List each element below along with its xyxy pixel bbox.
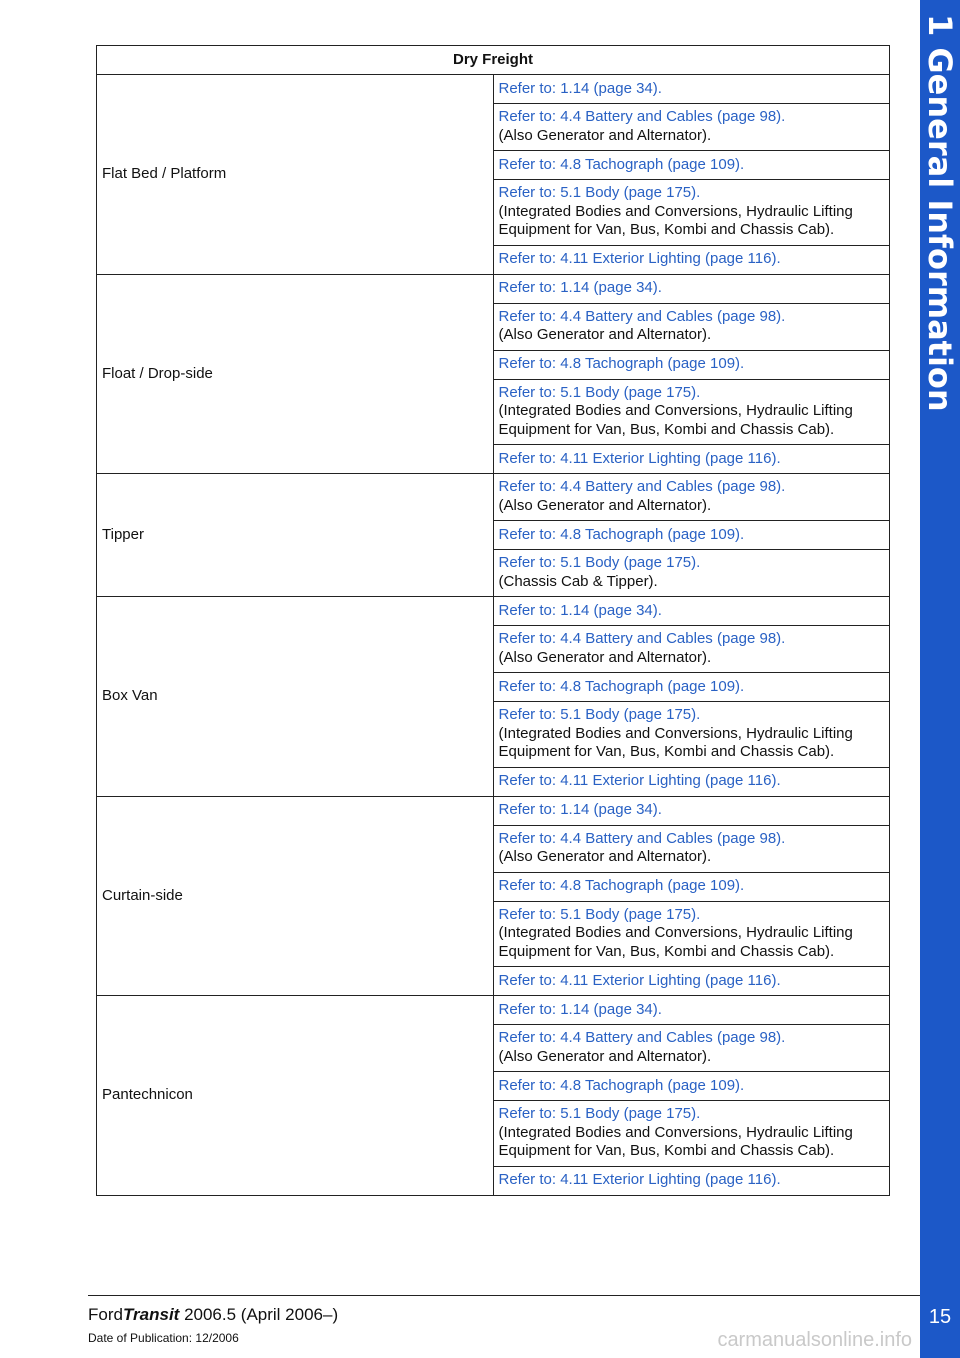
- reference-cell: [493, 626, 890, 673]
- reference-link[interactable]: Refer to: 5.1 Body (page 175).: [498, 184, 701, 201]
- table-row: [97, 274, 890, 303]
- reference-link[interactable]: Refer to: 5.1 Body (page 175).: [498, 706, 701, 723]
- vehicle-type-cell: Tipper: [97, 474, 494, 597]
- reference-cell: [493, 350, 890, 379]
- table-row: [97, 796, 890, 825]
- reference-link[interactable]: Refer to: 4.4 Battery and Cables (page 98).: [498, 307, 786, 325]
- footer-model: Transit: [122, 1305, 180, 1324]
- reference-note: (Also Generator and Alternator).: [498, 126, 712, 144]
- chapter-sidebar: [920, 0, 960, 1358]
- reference-cell: [493, 1101, 890, 1167]
- reference-cell: [493, 796, 890, 825]
- reference-link[interactable]: Refer to: 5.1 Body (page 175).: [498, 1105, 701, 1122]
- reference-link[interactable]: Refer to: 5.1 Body (page 175).: [498, 554, 701, 571]
- vehicle-type-cell: Float / Drop-side: [97, 274, 494, 474]
- reference-cell: [493, 767, 890, 796]
- vehicle-type-cell: Pantechnicon: [97, 996, 494, 1196]
- reference-cell: [493, 597, 890, 626]
- reference-cell: [493, 967, 890, 996]
- reference-note: (Also Generator and Alternator).: [498, 848, 712, 865]
- reference-cell: [493, 75, 890, 104]
- reference-cell: [493, 1072, 890, 1101]
- table-row: [97, 597, 890, 626]
- footer-title: [88, 1305, 338, 1325]
- reference-link[interactable]: Refer to: 4.11 Exterior Lighting (page 116).: [498, 971, 781, 989]
- reference-cell: [493, 474, 890, 521]
- reference-link[interactable]: Refer to: 4.4 Battery and Cables (page 98).: [498, 630, 786, 647]
- reference-link[interactable]: Refer to: 4.11 Exterior Lighting (page 116).: [498, 772, 781, 790]
- reference-link[interactable]: Refer to: 4.8 Tachograph (page 109).: [498, 155, 745, 173]
- vehicle-type-cell: Box Van: [97, 597, 494, 797]
- reference-link[interactable]: Refer to: 4.4 Battery and Cables (page 98).: [498, 108, 786, 125]
- reference-note: (Integrated Bodies and Conversions, Hydraulic Lifting Equipment for Van, Bus, Kombi and Chassis Cab).: [498, 924, 853, 960]
- table-row: [97, 996, 890, 1025]
- reference-cell: [493, 445, 890, 474]
- table-row: [97, 75, 890, 104]
- reference-cell: [493, 673, 890, 702]
- table-header-row: [97, 46, 890, 75]
- publication-date: Date of Publication: 12/2006: [88, 1331, 239, 1345]
- reference-note: (Integrated Bodies and Conversions, Hydraulic Lifting Equipment for Van, Bus, Kombi and Chassis Cab).: [498, 1123, 853, 1159]
- reference-note: (Also Generator and Alternator).: [498, 648, 712, 666]
- reference-link[interactable]: Refer to: 4.11 Exterior Lighting (page 116).: [498, 449, 781, 467]
- reference-link[interactable]: Refer to: 1.14 (page 34).: [498, 1000, 662, 1018]
- reference-note: (Chassis Cab & Tipper).: [498, 572, 658, 590]
- reference-link[interactable]: Refer to: 4.4 Battery and Cables (page 98).: [498, 829, 786, 847]
- reference-note: (Also Generator and Alternator).: [498, 1047, 712, 1065]
- reference-link[interactable]: Refer to: 4.11 Exterior Lighting (page 116).: [498, 1171, 781, 1189]
- table-row: [97, 474, 890, 521]
- reference-note: (Integrated Bodies and Conversions, Hydraulic Lifting Equipment for Van, Bus, Kombi and Chassis Cab).: [498, 402, 853, 438]
- reference-link[interactable]: Refer to: 4.8 Tachograph (page 109).: [498, 1076, 745, 1094]
- reference-cell: [493, 996, 890, 1025]
- reference-link[interactable]: Refer to: 4.4 Battery and Cables (page 98).: [498, 1029, 786, 1046]
- vehicle-type-cell: Curtain-side: [97, 796, 494, 996]
- reference-cell: [493, 901, 890, 967]
- reference-cell: [493, 825, 890, 872]
- reference-note: (Also Generator and Alternator).: [498, 496, 712, 514]
- reference-link[interactable]: Refer to: 1.14 (page 34).: [498, 279, 662, 297]
- reference-link[interactable]: Refer to: 4.8 Tachograph (page 109).: [498, 877, 745, 895]
- footer-brand: Ford: [88, 1305, 123, 1324]
- reference-cell: [493, 550, 890, 597]
- reference-cell: [493, 1025, 890, 1072]
- footer-divider: [88, 1295, 920, 1296]
- reference-cell: [493, 702, 890, 768]
- reference-cell: [493, 521, 890, 550]
- reference-cell: [493, 303, 890, 350]
- reference-link[interactable]: Refer to: 5.1 Body (page 175).: [498, 905, 701, 923]
- reference-note: (Also Generator and Alternator).: [498, 326, 712, 343]
- table-header: Dry Freight: [97, 46, 890, 75]
- reference-link[interactable]: Refer to: 4.8 Tachograph (page 109).: [498, 355, 745, 373]
- reference-note: (Integrated Bodies and Conversions, Hydraulic Lifting Equipment for Van, Bus, Kombi and Chassis Cab).: [498, 724, 853, 760]
- reference-cell: [493, 151, 890, 180]
- table-body: [97, 75, 890, 1196]
- chapter-title: 1 General Information: [921, 14, 959, 412]
- reference-link[interactable]: Refer to: 4.8 Tachograph (page 109).: [498, 677, 745, 695]
- reference-link[interactable]: Refer to: 1.14 (page 34).: [498, 79, 662, 97]
- vehicle-type-cell: Flat Bed / Platform: [97, 75, 494, 275]
- dry-freight-table: [96, 45, 890, 1196]
- reference-link[interactable]: Refer to: 1.14 (page 34).: [498, 601, 662, 619]
- reference-cell: [493, 274, 890, 303]
- reference-link[interactable]: Refer to: 1.14 (page 34).: [498, 801, 662, 819]
- reference-cell: [493, 872, 890, 901]
- reference-cell: [493, 1166, 890, 1195]
- reference-cell: [493, 245, 890, 274]
- reference-cell: [493, 104, 890, 151]
- reference-link[interactable]: Refer to: 4.4 Battery and Cables (page 98).: [498, 478, 786, 495]
- reference-note: (Integrated Bodies and Conversions, Hydraulic Lifting Equipment for Van, Bus, Kombi and Chassis Cab).: [498, 202, 853, 238]
- reference-cell: [493, 180, 890, 246]
- footer-edition: 2006.5 (April 2006–): [179, 1305, 339, 1324]
- reference-link[interactable]: Refer to: 4.8 Tachograph (page 109).: [498, 525, 745, 543]
- watermark: carmanualsonline.info: [717, 1329, 912, 1351]
- page-number: 15: [928, 1306, 952, 1328]
- reference-link[interactable]: Refer to: 5.1 Body (page 175).: [498, 383, 701, 401]
- reference-cell: [493, 379, 890, 445]
- reference-link[interactable]: Refer to: 4.11 Exterior Lighting (page 116).: [498, 250, 781, 268]
